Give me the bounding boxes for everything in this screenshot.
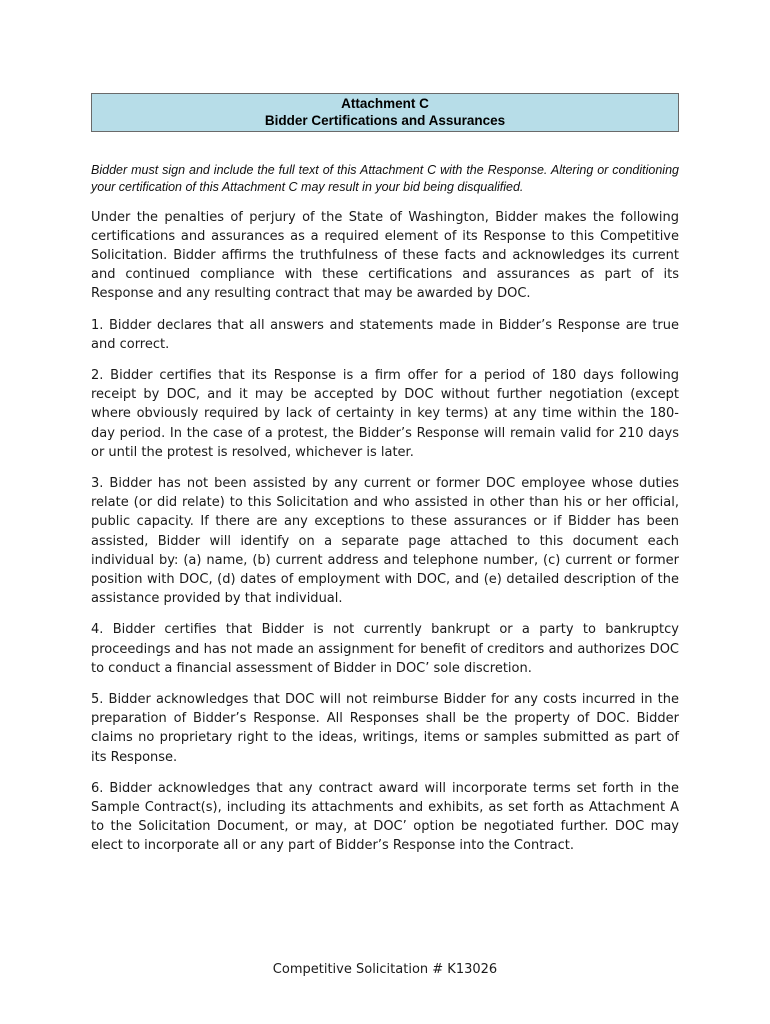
certification-item-6: 6. Bidder acknowledges that any contract award will incorporate terms set forth in the Sample Contract(s), including its attachments and exhibits, as set forth as Attachment A to the Solicitation Document, or may, at DOC’ option be negotiated further. DOC may elect to incorporate all or any part of Bidder’s Response into the Contract. xyxy=(91,780,679,854)
page-footer: Competitive Solicitation # K13026 xyxy=(272,962,498,977)
certification-item-4: 4. Bidder certifies that Bidder is not currently bankrupt or a party to bankruptcy proceedings and has not made an assignment for benefit of creditors and authorizes DOC to conduct a financial assessment of Bidder in DOC’ sole discretion. xyxy=(91,622,679,676)
intro-paragraph: Under the penalties of perjury of the State of Washington, Bidder makes the following certifications and assurances as a required element of its Response to this Competitive Solicitation. Bidder affirms the truthfulness of these facts and acknowledges its current and continued compliance with these certifications and assurances as part of its Response and any resulting contract that may be awarded by DOC. xyxy=(91,209,679,302)
instructions-text: Bidder must sign and include the full text of this Attachment C with the Response. Altering or conditioning your certification of this Attachment C may result in your bid being disqualified. xyxy=(91,163,679,194)
certification-item-5: 5. Bidder acknowledges that DOC will not reimburse Bidder for any costs incurred in the preparation of Bidder’s Response. All Responses shall be the property of DOC. Bidder claims no proprietary right to the ideas, writings, items or samples submitted as part of its Response. xyxy=(91,691,679,765)
certification-item-3: 3. Bidder has not been assisted by any current or former DOC employee whose duties relate (or did relate) to this Solicitation and who assisted in other than his or her official, public capacity. If there are any exceptions to these assurances or if Bidder has been assisted, Bidder will identify on a separate page attached to this document each individual by: (a) name, (b) current address and telephone number, (c) current or former position with DOC, (d) dates of employment with DOC, and (e) detailed description of the assistance provided by that individual. xyxy=(91,475,679,607)
document-page xyxy=(91,93,679,856)
certification-item-1: 1. Bidder declares that all answers and statements made in Bidder’s Response are true and correct. xyxy=(91,317,679,352)
attachment-subtitle: Bidder Certifications and Assurances xyxy=(264,113,506,128)
attachment-header xyxy=(91,93,679,132)
attachment-title: Attachment C xyxy=(341,96,429,111)
certification-item-2: 2. Bidder certifies that its Response is a firm offer for a period of 180 days following receipt by DOC, and it may be accepted by DOC without further negotiation (except where obviously required by lack of certainty in key terms) at any time within the 180-day period. In the case of a protest, the Bidder’s Response will remain valid for 210 days or until the protest is resolved, whichever is later. xyxy=(91,367,679,460)
